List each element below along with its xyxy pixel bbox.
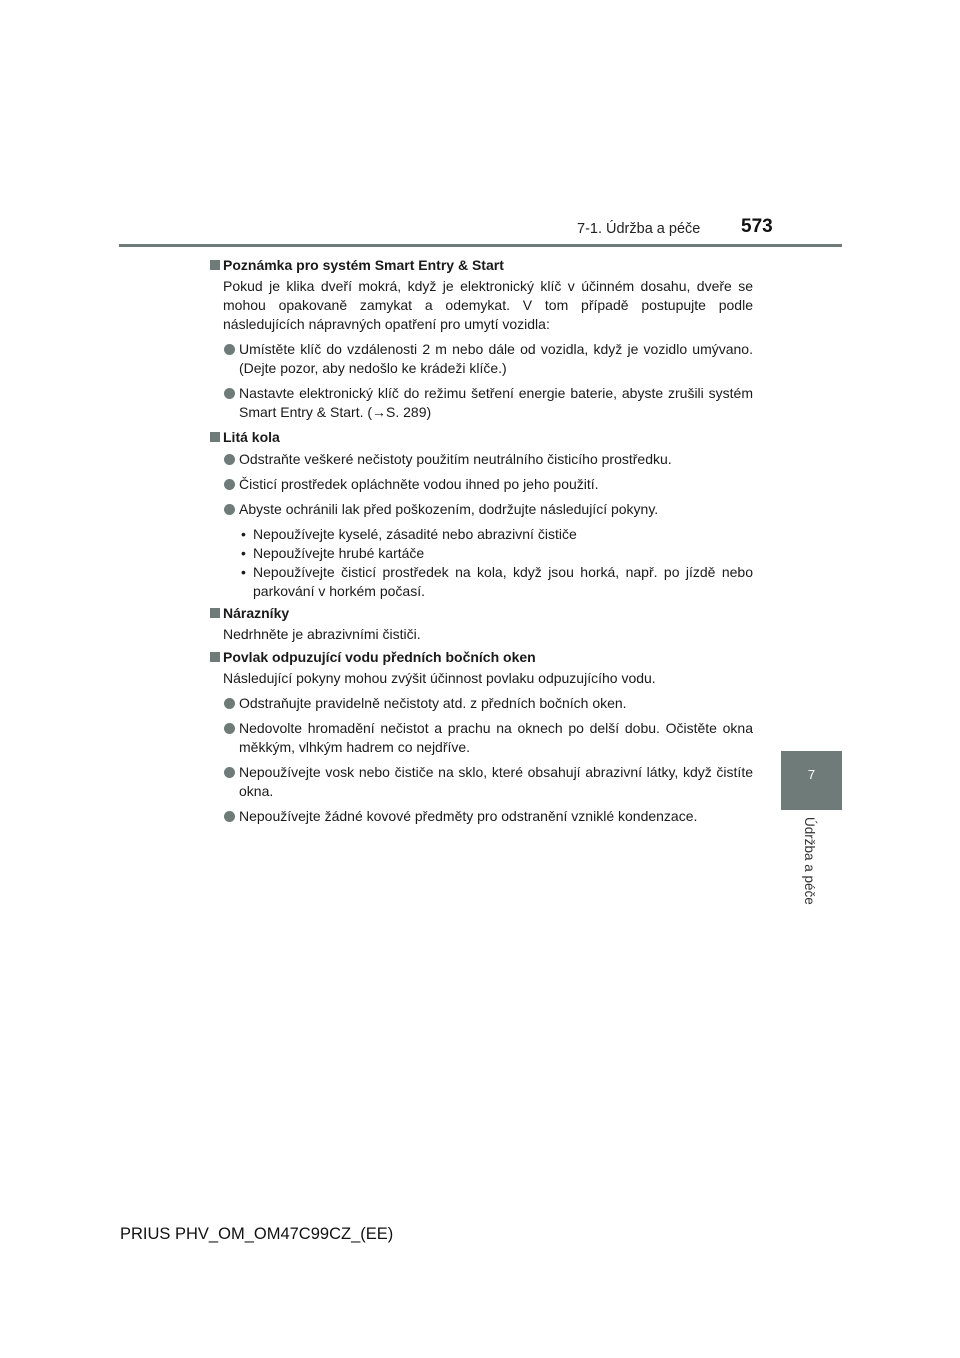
circle-bullet-icon [224,698,235,709]
side-chapter-tab [781,751,842,810]
header-section-title: 7-1. Údržba a péče [577,221,701,237]
sub-list-item-text: Nepoužívejte hrubé kartáče [253,545,425,561]
section-heading [209,604,753,623]
section-heading [209,256,753,275]
section-heading [209,428,753,447]
sub-bullet-mark: • [241,545,246,561]
heading-text: Povlak odpuzující vodu předních bočních oken [223,649,536,665]
sub-list [209,525,753,601]
sub-list-item-text: Nepoužívejte čisticí prostředek na kola, když jsou horká, např. po jízdě nebo parkování v horkém počasí. [253,564,753,599]
circle-bullet-icon [224,388,235,399]
list-item-text: Umístěte klíč do vzdálenosti 2 m nebo dále od vozidla, když je vozidlo umývano. (Dejte pozor, aby nedošlo ke krádeži klíče.) [239,341,753,376]
section-paragraph: Pokud je klika dveří mokrá, když je elektronický klíč v účinném dosahu, dveře se mohou opakovaně zamykat a odemykat. V tom případě postupujte podle následujících nápravných opatření pro umytí vozidla: [223,278,753,332]
list-item-text: Odstraňujte pravidelně nečistoty atd. z předních bočních oken. [239,695,627,711]
square-bullet-icon [210,608,220,618]
sub-list-item [209,525,753,544]
square-bullet-icon [210,652,220,662]
heading-text: Litá kola [223,429,280,445]
circle-bullet-icon [224,504,235,515]
page-number: 573 [741,216,773,237]
list-item-text: Nepoužívejte žádné kovové předměty pro odstranění vzniklé kondenzace. [239,808,698,824]
circle-bullet-icon [224,723,235,734]
section-paragraph: Následující pokyny mohou zvýšit účinnost povlaku odpuzujícího vodu. [223,670,656,686]
sub-bullet-mark: • [241,564,246,580]
list-item [209,763,753,801]
side-chapter-number: 7 [807,767,816,782]
heading-text: Poznámka pro systém Smart Entry & Start [223,257,504,273]
sub-list-item [209,563,753,601]
section-smart-entry [209,256,753,422]
list-item-text: Nastavte elektronický klíč do režimu šetření energie baterie, abyste zrušili systém Smart Entry & Start. (→S. 289) [239,385,753,420]
list-item [209,384,753,422]
circle-bullet-icon [224,767,235,778]
list-item [209,719,753,757]
side-chapter-label: Údržba a péče [802,817,817,905]
list-item-text: Odstraňte veškeré nečistoty použitím neutrálního čisticího prostředku. [239,451,672,467]
heading-text: Nárazníky [223,605,290,621]
section-bumpers [209,604,753,644]
footer-document-code: PRIUS PHV_OM_OM47C99CZ_(EE) [120,1225,394,1243]
section-water-repellent [209,648,753,826]
page-content [209,256,753,826]
section-paragraph: Nedrhněte je abrazivními čističi. [223,626,421,642]
list-item [209,694,753,713]
list-item-text: Nedovolte hromadění nečistot a prachu na oknech po delší dobu. Očistěte okna měkkým, vlhkým hadrem co nejdříve. [239,720,753,755]
list-item-text: Čisticí prostředek opláchněte vodou ihned po jeho použití. [239,476,599,492]
list-item [209,450,753,469]
list-item [209,475,753,494]
header-rule [119,244,842,247]
square-bullet-icon [210,260,220,270]
section-alloy-wheels [209,428,753,601]
square-bullet-icon [210,432,220,442]
list-item [209,807,753,826]
list-item [209,340,753,378]
circle-bullet-icon [224,344,235,355]
list-item-text: Abyste ochránili lak před poškozením, dodržujte následující pokyny. [239,501,659,517]
sub-bullet-mark: • [241,526,246,542]
section-heading [209,648,753,667]
circle-bullet-icon [224,454,235,465]
circle-bullet-icon [224,811,235,822]
list-item-text: Nepoužívejte vosk nebo čističe na sklo, které obsahují abrazivní látky, když čistíte okna. [239,764,753,799]
sub-list-item [209,544,753,563]
sub-list-item-text: Nepoužívejte kyselé, zásadité nebo abrazivní čističe [253,526,577,542]
list-item [209,500,753,519]
circle-bullet-icon [224,479,235,490]
